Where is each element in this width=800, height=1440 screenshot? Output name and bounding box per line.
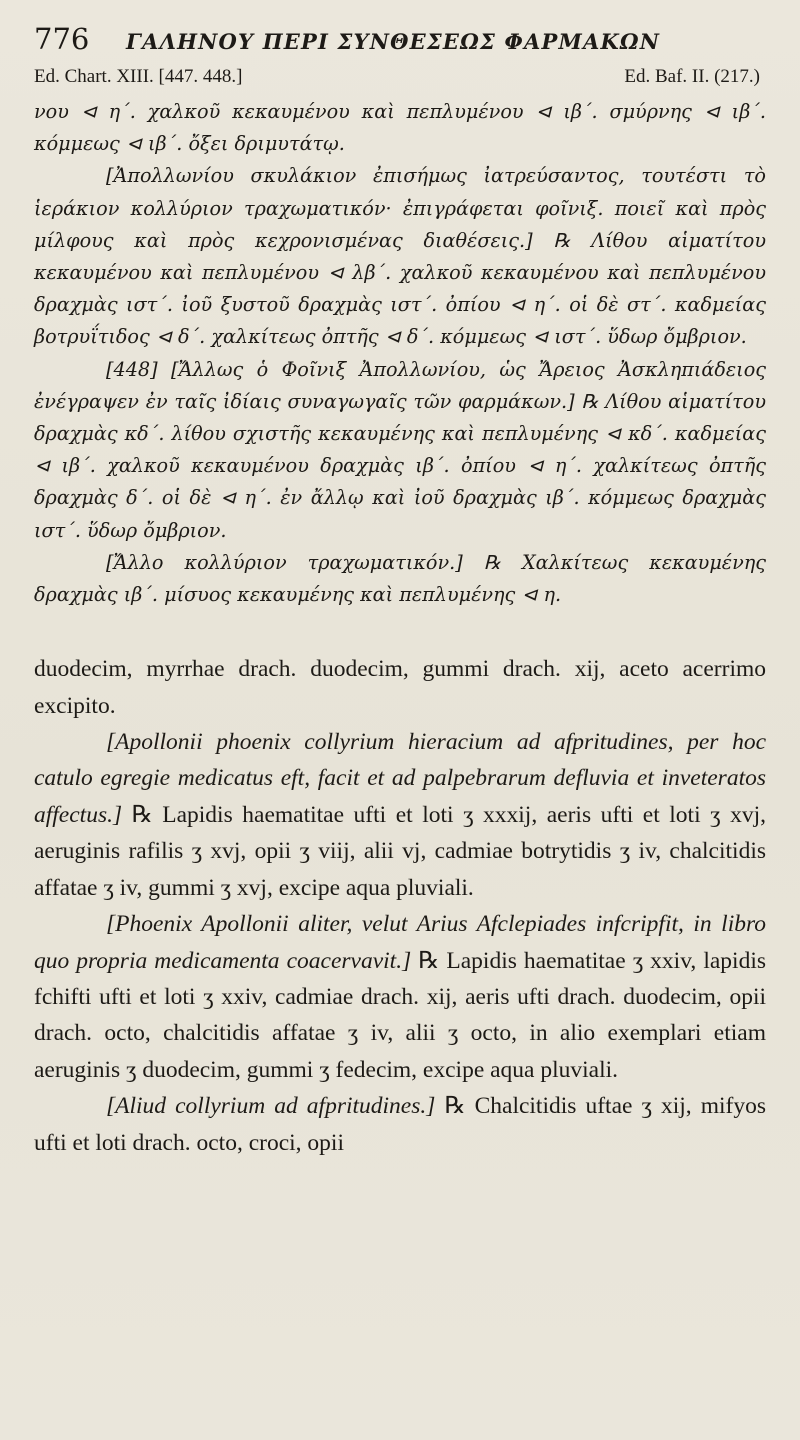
page-header [34, 22, 766, 66]
text-run: [Ἀπολλωνίου σκυλάκιον ἐπισήμως ἰατρεύσαντος, τουτέστι τὸ ἱεράκιον κολλύριον τραχωματικόν· ἐπιγράφεται φοῖνιξ. ποιεῖ καὶ πρὸς μίλφους καὶ πρὸς κεχρονισμένας διαθέσεις.] ℞ Λίθου αἱματίτου κεκαυμένου καὶ πεπλυμένου ⊲ λβ΄. χαλκοῦ κεκαυμένου καὶ πεπλυμένου δραχμὰς ιστ΄. ἰοῦ ξυστοῦ δραχμὰς ιστ΄. ὀπίου ⊲ η΄. οἱ δὲ στ΄. καδμείας βοτρυΐτιδος ⊲ δ΄. χαλκίτεως ὀπτῆς ⊲ δ΄. κόμμεως ⊲ ιστ΄. ὕδωρ ὄμβριον. [34, 164, 766, 349]
latin-paragraph [34, 1088, 766, 1161]
text-run: duodecim, myrrhae drach. duodecim, gummi drach. xij, aceto acerrimo excipito. [34, 656, 766, 719]
page-number: 776 [34, 22, 90, 56]
text-run: ℞ Chalcitidis uftae ʒ xij, mifyos ufti et loti drach. octo, croci, opii [34, 1093, 766, 1156]
latin-text-block [34, 651, 766, 1161]
text-run: [Ἄλλο κολλύριον τραχωματικόν.] ℞ Χαλκίτεως κεκαυμένης δραχμὰς ιβ΄. μίσυος κεκαυμένης καὶ πεπλυμένης ⊲ η. [34, 550, 766, 607]
greek-text-block [34, 96, 766, 611]
greek-paragraph [34, 354, 766, 547]
greek-paragraph [34, 547, 766, 611]
running-title: ΓΑΛΗΝΟΥ ΠΕΡΙ ΣΥΝΘΕΣΕΩΣ ΦΑΡΜΑΚΩΝ [126, 29, 661, 54]
italic-heading-run: [Aliud collyrium ad afpritudines.] [106, 1093, 436, 1120]
latin-paragraph [34, 906, 766, 1088]
greek-paragraph [34, 96, 766, 160]
italic-heading-run: [Apollonii phoenix collyrium hieracium ad afpritudines, per hoc catulo egregie medicatus eft, facit et ad palpebrarum defluvia et inveteratos affectus.] [34, 729, 766, 828]
greek-paragraph [34, 160, 766, 353]
latin-paragraph [34, 651, 766, 724]
edition-reference-line [34, 66, 766, 96]
text-run: [448] [Ἄλλως ὁ Φοῖνιξ Ἀπολλωνίου, ὡς Ἄρειος Ἀσκληπιάδειος ἐνέγραψεν ἐν ταῖς ἰδίαις συναγωγαῖς τῶν φαρμάκων.] ℞ Λίθου αἱματίτου δραχμὰς κδ΄. λίθου σχιστῆς κεκαυμένης καὶ πεπλυμένης ⊲ κδ΄. καδμείας ⊲ ιβ΄. χαλκοῦ κεκαυμένου δραχμὰς ιβ΄. ὀπίου ⊲ η΄. χαλκίτεως ὀπτῆς δραχμὰς δ΄. οἱ δὲ ⊲ η΄. ἐν ἄλλῳ καὶ ἰοῦ δραχμὰς ιβ΄. κόμμεως δραχμὰς ιστ΄. ὕδωρ ὄμβριον. [34, 357, 766, 542]
text-run: νου ⊲ η΄. χαλκοῦ κεκαυμένου καὶ πεπλυμένου ⊲ ιβ΄. σμύρνης ⊲ ιβ΄. κόμμεως ⊲ ιβ΄. ὄξει δριμυτάτῳ. [34, 100, 766, 156]
edition-reference-right: Ed. Baf. II. (217.) [624, 66, 760, 87]
text-run: ℞ Lapidis haematitae ufti et loti ʒ xxxij, aeris ufti et loti ʒ xvj, aeruginis rafilis ʒ xvj, opii ʒ viij, alii vj, cadmiae botrytidis ʒ iv, chalcitidis affatae ʒ iv, gummi ʒ xvj, excipe aqua pluviali. [34, 801, 766, 901]
italic-heading-run: [Phoenix Apollonii aliter, velut Arius Afclepiades infcripfit, in libro quo propria medicamenta coacervavit.] [34, 911, 766, 974]
text-run: ℞ Lapidis haematitae ʒ xxiv, lapidis fchifti ufti et loti ʒ xxiv, cadmiae drach. xij, aeris ufti drach. duodecim, opii drach. octo, chalcitidis affatae ʒ iv, alii ʒ octo, in alio exemplari etiam aeruginis ʒ duodecim, gummi ʒ fedecim, excipe aqua pluviali. [34, 947, 766, 1083]
edition-reference-left: Ed. Chart. XIII. [447. 448.] [34, 66, 243, 87]
latin-paragraph [34, 724, 766, 906]
